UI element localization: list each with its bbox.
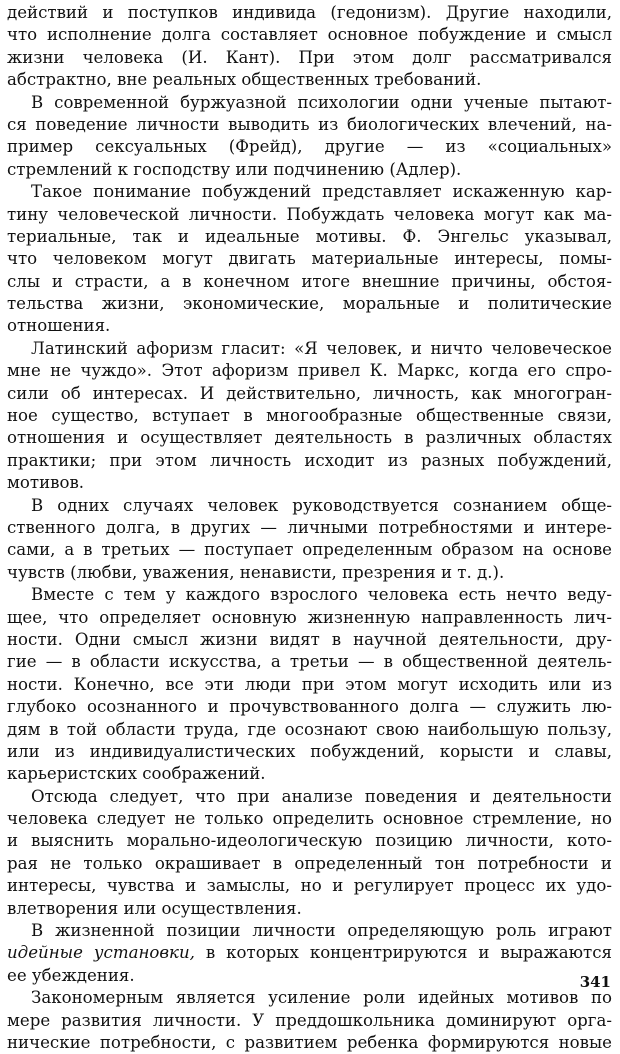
text-line: абстрактно, вне реальных общественных требований. [7, 70, 482, 90]
text-line: влетворения или осуществления. [7, 898, 302, 918]
paragraph [7, 92, 612, 182]
text-line: ся поведение личности выводить из биологических влечений, на- [7, 114, 612, 134]
paragraph [7, 584, 612, 786]
text-line: жизни человека (И. Кант). При этом долг рассматривался [7, 47, 612, 67]
text-line: или из индивидуалистических побуждений, корысти и славы, [7, 741, 612, 761]
text-line: Вместе с тем у каждого взрослого человека есть нечто веду- [31, 585, 612, 605]
paragraph [7, 495, 612, 585]
text-line: ственного долга, в других — личными потребностями и интере- [7, 517, 612, 537]
text-line: Латинский афоризм гласит: «Я человек, и ничто человеческое [31, 338, 612, 358]
text-line: чувств (любви, уважения, ненависти, презрения и т. д.). [7, 562, 505, 582]
page-number: 341 [579, 973, 611, 991]
text-line: Закономерным является усиление роли идейных мотивов по [31, 988, 612, 1008]
text-line: глубоко осознанного и прочувствованного долга — служить лю- [7, 697, 612, 717]
text-line: ности. Одни смысл жизни видят в научной деятельности, дру- [7, 629, 612, 649]
italic-phrase: идейные установки, [7, 943, 195, 963]
paragraph [7, 2, 612, 92]
paragraph [7, 920, 612, 987]
text-line: мотивов. [7, 473, 85, 493]
text-line: Отсюда следует, что при анализе поведения и деятельности [31, 786, 612, 806]
text-segment: В жизненной позиции личности определяющую роль играют [31, 921, 612, 941]
text-line: сами, а в третьих — поступает определенным образом на основе [7, 540, 612, 560]
text-line: интересы, чувства и замыслы, но и регулирует процесс их удо- [7, 876, 612, 896]
text-line: действий и поступков индивида (гедонизм). Другие находили, [7, 3, 612, 22]
text-line: тельства жизни, экономические, моральные и политические [7, 294, 612, 314]
text-line: рая не только окрашивает в определенный тон потребности и [7, 853, 612, 873]
text-line: ее убеждения. [7, 965, 135, 985]
text-line: карьеристских соображений. [7, 764, 266, 784]
text-line: что человеком могут двигать материальные интересы, помы- [7, 249, 612, 269]
text-line: мере развития личности. У преддошкольника доминируют орга- [7, 1010, 612, 1030]
paragraph [7, 338, 612, 495]
text-line: щее, что определяет основную жизненную направленность лич- [7, 607, 612, 627]
text-line: ности. Конечно, все эти люди при этом могут исходить или из [7, 674, 612, 694]
text-line: гие — в области искусства, а третьи — в общественной деятель- [7, 652, 612, 672]
text-line: отношения. [7, 316, 111, 336]
text-line: стремлений к господству или подчинению (Адлер). [7, 159, 462, 179]
text-line [7, 942, 612, 964]
text-line: пример сексуальных (Фрейд), другие — из «социальных» [7, 137, 612, 157]
text-line: отношения и осуществляет деятельность в различных областях [7, 428, 612, 448]
text-line: териальные, так и идеальные мотивы. Ф. Энгельс указывал, [7, 226, 612, 246]
paragraph [7, 987, 612, 1054]
text-line: ное существо, вступает в многообразные общественные связи, [7, 406, 612, 426]
paragraph [7, 786, 612, 920]
text-line: нические потребности, с развитием ребенка формируются новые [7, 1032, 612, 1052]
text-line: Такое понимание побуждений представляет искаженную кар- [31, 182, 612, 202]
text-line: сили об интересах. И действительно, личность, как многогран- [7, 383, 612, 403]
paragraph [7, 181, 612, 338]
text-segment: в которых концентрируются и выражаются [194, 943, 612, 963]
text-line: и выяснить морально-идеологическую позицию личности, кото- [7, 831, 612, 851]
text-line: В одних случаях человек руководствуется сознанием обще- [31, 495, 612, 515]
text-line: слы и страсти, а в конечном итоге внешние причины, обстоя- [7, 271, 612, 291]
text-line: практики; при этом личность исходит из разных побуждений, [7, 450, 612, 470]
text-line: что исполнение долга составляет основное побуждение и смысл [7, 25, 612, 45]
text-line: человека следует не только определить основное стремление, но [7, 809, 612, 829]
text-line: мне не чуждо». Этот афоризм привел К. Маркс, когда его спро- [7, 361, 612, 381]
text-line: тину человеческой личности. Побуждать человека могут как ма- [7, 204, 612, 224]
text-line: В современной буржуазной психологии одни ученые пытают- [31, 92, 612, 112]
text-line [7, 920, 612, 942]
text-line: дям в той области труда, где осознают свою наибольшую пользу, [7, 719, 612, 739]
